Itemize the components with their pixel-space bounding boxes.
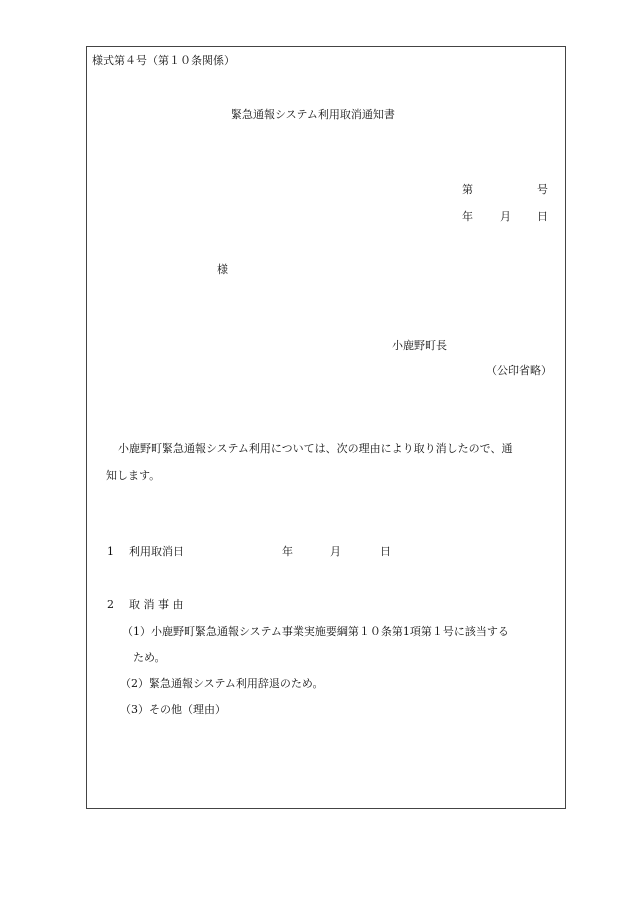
reason-1-line-1: （1）小鹿野町緊急通報システム事業実施要綱第１０条第1項第１号に該当する xyxy=(122,625,509,638)
addressee-suffix: 様 xyxy=(217,263,228,276)
document-title: 緊急通報システム利用取消通知書 xyxy=(231,108,395,121)
reason-2: （2）緊急通報システム利用辞退のため。 xyxy=(120,677,324,690)
item-1-month: 月 xyxy=(330,545,341,558)
date-day: 日 xyxy=(537,210,548,223)
issuer-name: 小鹿野町長 xyxy=(392,339,447,352)
item-1-number: 1 xyxy=(107,545,114,558)
reason-1-line-2: ため。 xyxy=(133,651,166,664)
doc-number-suffix: 号 xyxy=(537,183,548,196)
form-frame xyxy=(86,46,566,809)
reason-3: （3）その他（理由） xyxy=(120,703,226,716)
item-2-label: 取 消 事 由 xyxy=(129,598,184,611)
seal-note: （公印省略） xyxy=(486,364,552,377)
date-month: 月 xyxy=(500,210,511,223)
item-2-number: 2 xyxy=(107,598,114,611)
body-text-line-1: 小鹿野町緊急通報システム利用については、次の理由により取り消したので、通 xyxy=(118,442,513,455)
item-1-day: 日 xyxy=(380,545,391,558)
body-text-line-2: 知します。 xyxy=(106,469,161,482)
date-year: 年 xyxy=(462,210,473,223)
form-number: 様式第４号（第１０条関係） xyxy=(92,54,235,67)
doc-number-prefix: 第 xyxy=(462,183,473,196)
item-1-label: 利用取消日 xyxy=(129,545,184,558)
item-1-year: 年 xyxy=(282,545,293,558)
